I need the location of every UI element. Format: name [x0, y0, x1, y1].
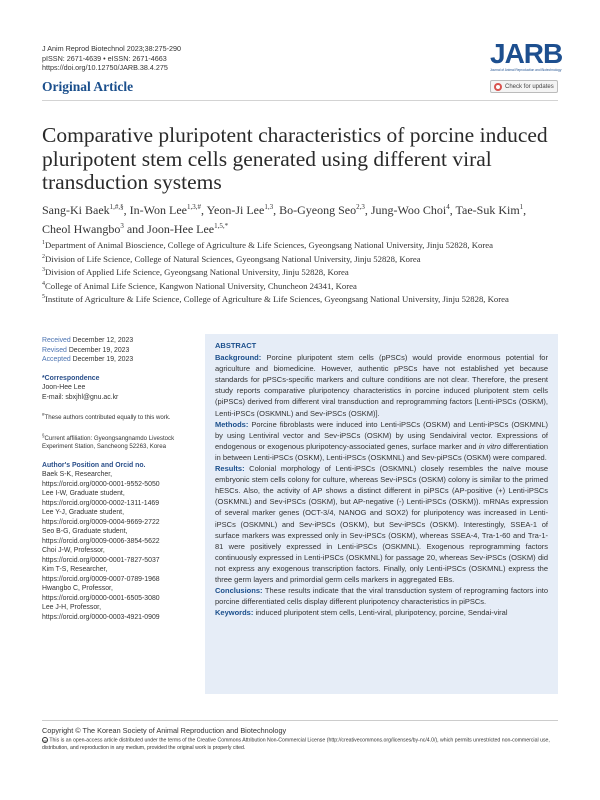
orcid-link[interactable]: https://orcid.org/0000-0001-7827-5037: [42, 556, 160, 564]
orcid-heading: Author's Position and Orcid no.: [42, 461, 146, 469]
affiliation-number: 1: [42, 240, 45, 246]
footer-divider: [42, 720, 558, 721]
affiliation-list: [42, 238, 562, 306]
orcid-author-position: Lee I-W, Graduate student,: [42, 490, 125, 498]
logo-text: JARB: [490, 38, 563, 69]
affiliation-item: [42, 265, 562, 279]
correspondence-name: Joon-Hee Lee: [42, 384, 86, 391]
orcid-link[interactable]: https://orcid.org/0000-0002-1311-1469: [42, 499, 160, 507]
orcid-author-position: Baek S-K, Researcher,: [42, 471, 113, 479]
abstract-results: Results: Colonial morphology of Lenti-iPSCs (OSKMNL) closely resembles the naïve mouse embryonic stem cells colony for culture, whereas Sev-iPSCs (OSKM) colony is similar to the primed hESCs. Also, the activity of AP shows a distinct different in piPSCs (AP-positive (+) Lenti-iPSCs (OSKMNL) and Sev-iPSCs (OSKM), but AP-negative (-) Lenti-iPSCs (OSKM)). mRNAs expression of several marker genes (OCT-3/4, NANOG and SOX2) for pluripotency was increased in Lenti-iPSCs (OSKMNL) and Sev-iPSCs (OSKM), but Sev-iPSCs (OSKM). Interestingly, SSEA-1 of surface markers was expressed only in Sev-iPSCs (OSKM), whereas SSEA-4, Tra-1-60 and Tra-1-81 were positively expressed in Lenti-iPSCs (OSKMNL). Exogenous reprogramming factors continuously expressed in Lenti-iPSCs (OSKMNL) for passage 20, whereas Sev-iPSCs (OSKM) did not express any exogenous transcription factors. Finally, only Lenti-iPSCs (OSKMNL) express the three germ layers and primordial germ cells markers in aggregated EBs.: [215, 464, 548, 584]
author-affiliation-marker: 4: [446, 203, 450, 211]
date-revised: Revised December 19, 2023: [42, 346, 130, 354]
abstract-heading: ABSTRACT: [215, 341, 257, 350]
orcid-link[interactable]: https://orcid.org/0009-0004-9669-2722: [42, 518, 160, 526]
affiliation-item: [42, 238, 562, 252]
author-affiliation-marker: 1,3: [264, 203, 274, 211]
affiliation-text: Division of Applied Life Science, Gyeongsang National University, Jinju 52828, Korea: [45, 267, 349, 278]
license-text: This is an open-access article distributed under the terms of the Creative Commons Attribution Non-Commercial License (http://creativecommons.org/licenses/by-nc/4.0/), which permits unrestricted non-commercial use, distribution, and reproduction in any medium, provided the original work is properly cited.: [42, 737, 550, 751]
affiliation-number: 4: [42, 280, 45, 287]
abstract-background: Background: Porcine pluripotent stem cells (pPSCs) would provide enormous potential for agriculture and biomedicine. However, authentic pPSCs have not established yet because standards for pPSCs-specific markers and culture conditions are not clear. Therefore, the present study reports comparative pluripotency characteristics in porcine induced pluripotent stem cells (piPSCs) derived from different viral transduction and reprogramming factors [Lenti-iPSCs (OSKM), Lenti-iPSCs (OSKMNL) and Sev-iPSCs (OSKM)].: [215, 353, 548, 418]
abstract-keywords: Keywords: induced pluripotent stem cells, Lenti-viral, pluripotency, porcine, Sendai-viral: [215, 608, 508, 618]
article-sidebar: [42, 336, 192, 622]
author-name: Cheol Hwangbo: [42, 221, 121, 236]
affiliation-text: Department of Animal Bioscience, College of Agriculture & Life Sciences, Gyeongsang National University, Jinju 52828, Korea: [45, 239, 493, 250]
abstract-box: [205, 334, 558, 694]
article-dates: [42, 336, 192, 365]
journal-issn: pISSN: 2671-4639 • eISSN: 2671-4663: [42, 53, 167, 63]
check-updates-label: Check for updates: [505, 83, 554, 90]
orcid-link[interactable]: https://orcid.org/0009-0006-3854-5622: [42, 537, 160, 545]
author-name: Bo-Gyeong Seo: [279, 203, 357, 217]
orcid-author-position: Kim T-S, Researcher,: [42, 566, 108, 574]
creative-commons-icon: cc: [43, 738, 47, 743]
correspondence-heading: *Correspondence: [42, 374, 100, 382]
orcid-link[interactable]: https://orcid.org/0000-0003-4921-0909: [42, 613, 160, 621]
journal-logo: [490, 38, 563, 72]
section-label: Original Article: [42, 79, 134, 94]
orcid-author-position: Lee Y-J, Graduate student,: [42, 509, 124, 517]
correspondence-email[interactable]: E-mail: sbxjhl@gnu.ac.kr: [42, 393, 119, 401]
orcid-link[interactable]: https://orcid.org/0000-0001-9552-5050: [42, 480, 160, 488]
check-updates-icon: [494, 83, 502, 91]
orcid-link[interactable]: https://orcid.org/0009-0007-0789-1968: [42, 575, 160, 583]
affiliation-number: 2: [42, 253, 45, 260]
orcid-author-position: Lee J-H, Professor,: [42, 604, 101, 612]
author-list: Sang-Ki Baek$^{1,\#,\S}$, In-Won Lee$^{1,3,\#}$, Yeon-Ji Lee$^{1,3}$, Bo-Gyeong Seo$^{2,3}$, Jung-Woo Choi$^4$, Tae-Suk Kim$^1$, Cheol Hwangbo$^3$ and Joon-Hee Lee$^{1,5,*}$: [42, 203, 527, 236]
affiliation-text: Institute of Agriculture & Life Science, College of Agriculture & Life Sciences, Gyeongsang National University, Jinju 52828, Korea: [45, 294, 509, 305]
current-affiliation-note: §Current affiliation: Gyeongsangnamdo Livestock Experiment Station, Sancheong 52263, Korea: [42, 432, 175, 451]
logo-subtitle: Journal of Animal Reproduction and Biotechnology: [490, 68, 562, 72]
orcid-list: [42, 470, 192, 622]
affiliation-text: Division of Life Science, College of Natural Sciences, Gyeongsang National University, Jinju 52828, Korea: [45, 253, 421, 264]
affiliation-text: College of Animal Life Science, Kangwon National University, Chuncheon 24341, Korea: [45, 280, 357, 291]
check-for-updates-button[interactable]: [490, 80, 558, 93]
affiliation-item: [42, 252, 562, 266]
journal-citation: J Anim Reprod Biotechnol 2023;38:275-290: [42, 44, 182, 53]
author-name: Tae-Suk Kim: [455, 203, 520, 217]
orcid-author-position: Hwangbo C, Professor,: [42, 585, 113, 593]
affiliation-number: 5: [42, 294, 45, 301]
author-affiliation-marker: 1: [519, 203, 524, 211]
license-notice: [42, 737, 562, 752]
header-divider: [42, 100, 558, 101]
article-title: Comparative pluripotent characteristics of porcine induced pluripotent stem cells generated using different viral transduction systems: [42, 123, 548, 194]
affiliation-item: [42, 279, 562, 293]
author-name: Joon-Hee Lee: [147, 221, 215, 236]
author-name: Sang-Ki Baek: [42, 203, 110, 217]
orcid-link[interactable]: https://orcid.org/0000-0001-6505-3080: [42, 594, 160, 602]
author-affiliation-marker: 3: [120, 221, 124, 230]
orcid-author-position: Seo B-G, Graduate student,: [42, 528, 128, 536]
abstract-conclusions: Conclusions: These results indicate that the viral transduction system of reprograming factors into porcine differentiated cells display different pluripotency characteristics in piPSCs.: [215, 586, 548, 607]
date-accepted: Accepted December 19, 2023: [42, 356, 134, 363]
equal-contribution-note: #These authors contributed equally to this work.: [42, 412, 171, 422]
journal-doi-link[interactable]: https://doi.org/10.12750/JARB.38.4.275: [42, 63, 168, 73]
author-name: Jung-Woo Choi: [370, 203, 447, 217]
affiliation-item: [42, 292, 562, 306]
author-affiliation-marker: 1,#,§: [109, 203, 124, 211]
author-affiliation-marker: 2,3: [356, 203, 365, 211]
affiliation-number: 3: [42, 267, 45, 274]
author-name: Yeon-Ji Lee: [206, 203, 265, 217]
abstract-methods: Methods: Porcine fibroblasts were induced into Lenti-iPSCs (OSKM) and Lenti-iPSCs (OSKMNL) by using Lentiviral vector and Sev-iPSCs (OSKM) by using Sendaiviral vector. Expressions of endogenous or exogenous pluripotency-associated genes, surface marker and in vitro differentiation in between Lenti-iPSCs (OSKM), Lenti-iPSCs (OSKMNL) and Sev-piPSCs (OSKM) were compared.: [215, 419, 548, 462]
copyright-notice: Copyright © The Korean Society of Animal Reproduction and Biotechnology: [42, 726, 287, 735]
author-name: In-Won Lee: [129, 203, 187, 217]
author-affiliation-marker: 1,3,#: [187, 203, 201, 211]
date-received: Received December 12, 2023: [42, 337, 134, 344]
journal-header: [42, 44, 181, 73]
orcid-author-position: Choi J-W, Professor,: [42, 547, 105, 555]
author-affiliation-marker: 1,5,*: [214, 221, 229, 230]
